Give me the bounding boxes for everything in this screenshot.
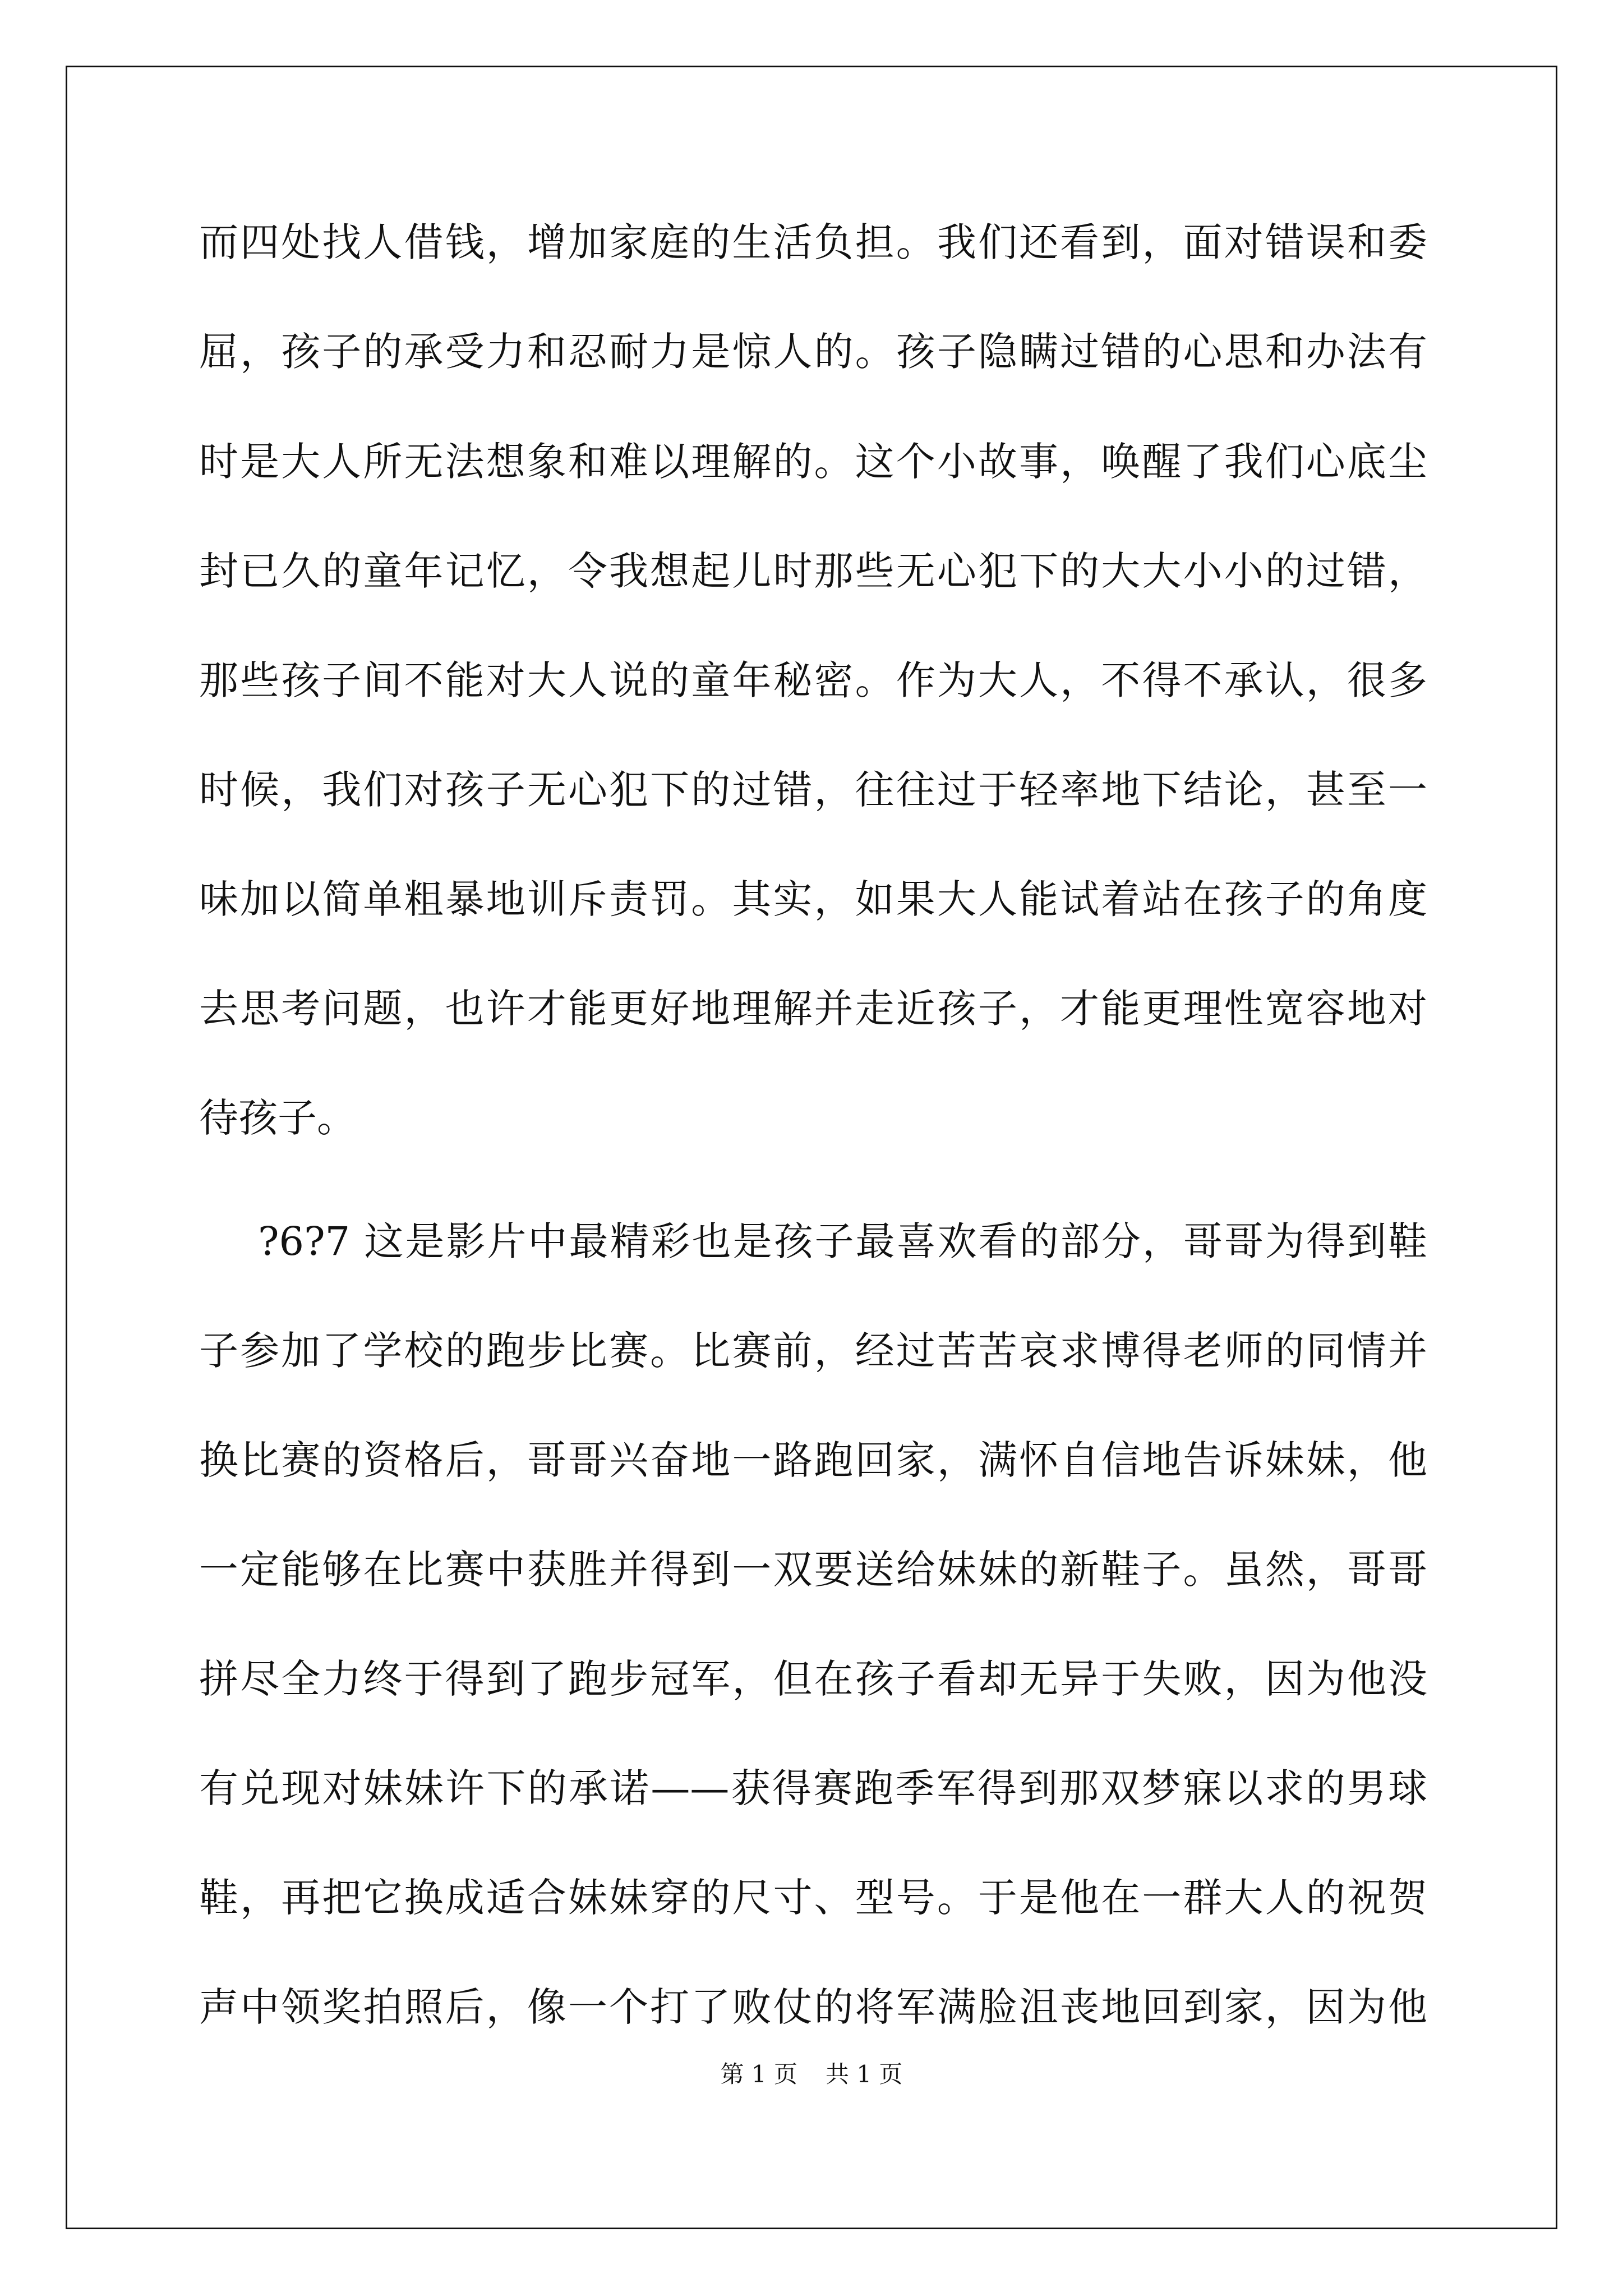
text-line: 时候，我们对孩子无心犯下的过错，往往过于轻率地下结论，甚至一 bbox=[199, 767, 1427, 813]
text-line: 子参加了学校的跑步比赛。比赛前，经过苦苦哀求博得老师的同情并 bbox=[199, 1328, 1427, 1374]
text-line: 封已久的童年记忆，令我想起儿时那些无心犯下的大大小小的过错， bbox=[199, 548, 1427, 594]
text-line: 那些孩子间不能对大人说的童年秘密。作为大人，不得不承认，很多 bbox=[199, 657, 1427, 703]
text-line: 鞋，再把它换成适合妹妹穿的尺寸、型号。于是他在一群大人的祝贺 bbox=[199, 1875, 1427, 1921]
text-line: 屈，孩子的承受力和忍耐力是惊人的。孩子隐瞒过错的心思和办法有 bbox=[199, 329, 1427, 375]
text-line: 拼尽全力终于得到了跑步冠军，但在孩子看却无异于失败，因为他没 bbox=[199, 1656, 1427, 1702]
text-line: 时是大人所无法想象和难以理解的。这个小故事，唤醒了我们心底尘 bbox=[199, 439, 1427, 485]
paragraph-first-line: ?6?7 这是影片中最精彩也是孩子最喜欢看的部分，哥哥为得到鞋 bbox=[258, 1218, 1427, 1264]
text-line: 换比赛的资格后，哥哥兴奋地一路跑回家，满怀自信地告诉妹妹，他 bbox=[199, 1437, 1427, 1483]
text-line: 一定能够在比赛中获胜并得到一双要送给妹妹的新鞋子。虽然，哥哥 bbox=[199, 1547, 1427, 1593]
text-line: 而四处找人借钱，增加家庭的生活负担。我们还看到，面对错误和委 bbox=[199, 219, 1427, 265]
text-line: 声中领奖拍照后，像一个打了败仗的将军满脸沮丧地回到家，因为他 bbox=[199, 1984, 1427, 2030]
page-total: 共 1 页 bbox=[826, 2060, 903, 2088]
page-footer bbox=[0, 2058, 1623, 2091]
text-line: 味加以简单粗暴地训斥责罚。其实，如果大人能试着站在孩子的角度 bbox=[199, 876, 1427, 922]
page-number: 第 1 页 bbox=[720, 2060, 797, 2088]
text-line: 有兑现对妹妹许下的承诺——获得赛跑季军得到那双梦寐以求的男球 bbox=[199, 1765, 1427, 1811]
text-line: 待孩子。 bbox=[199, 1095, 356, 1141]
text-line: 去思考问题，也许才能更好地理解并走近孩子，才能更理性宽容地对 bbox=[199, 986, 1427, 1032]
